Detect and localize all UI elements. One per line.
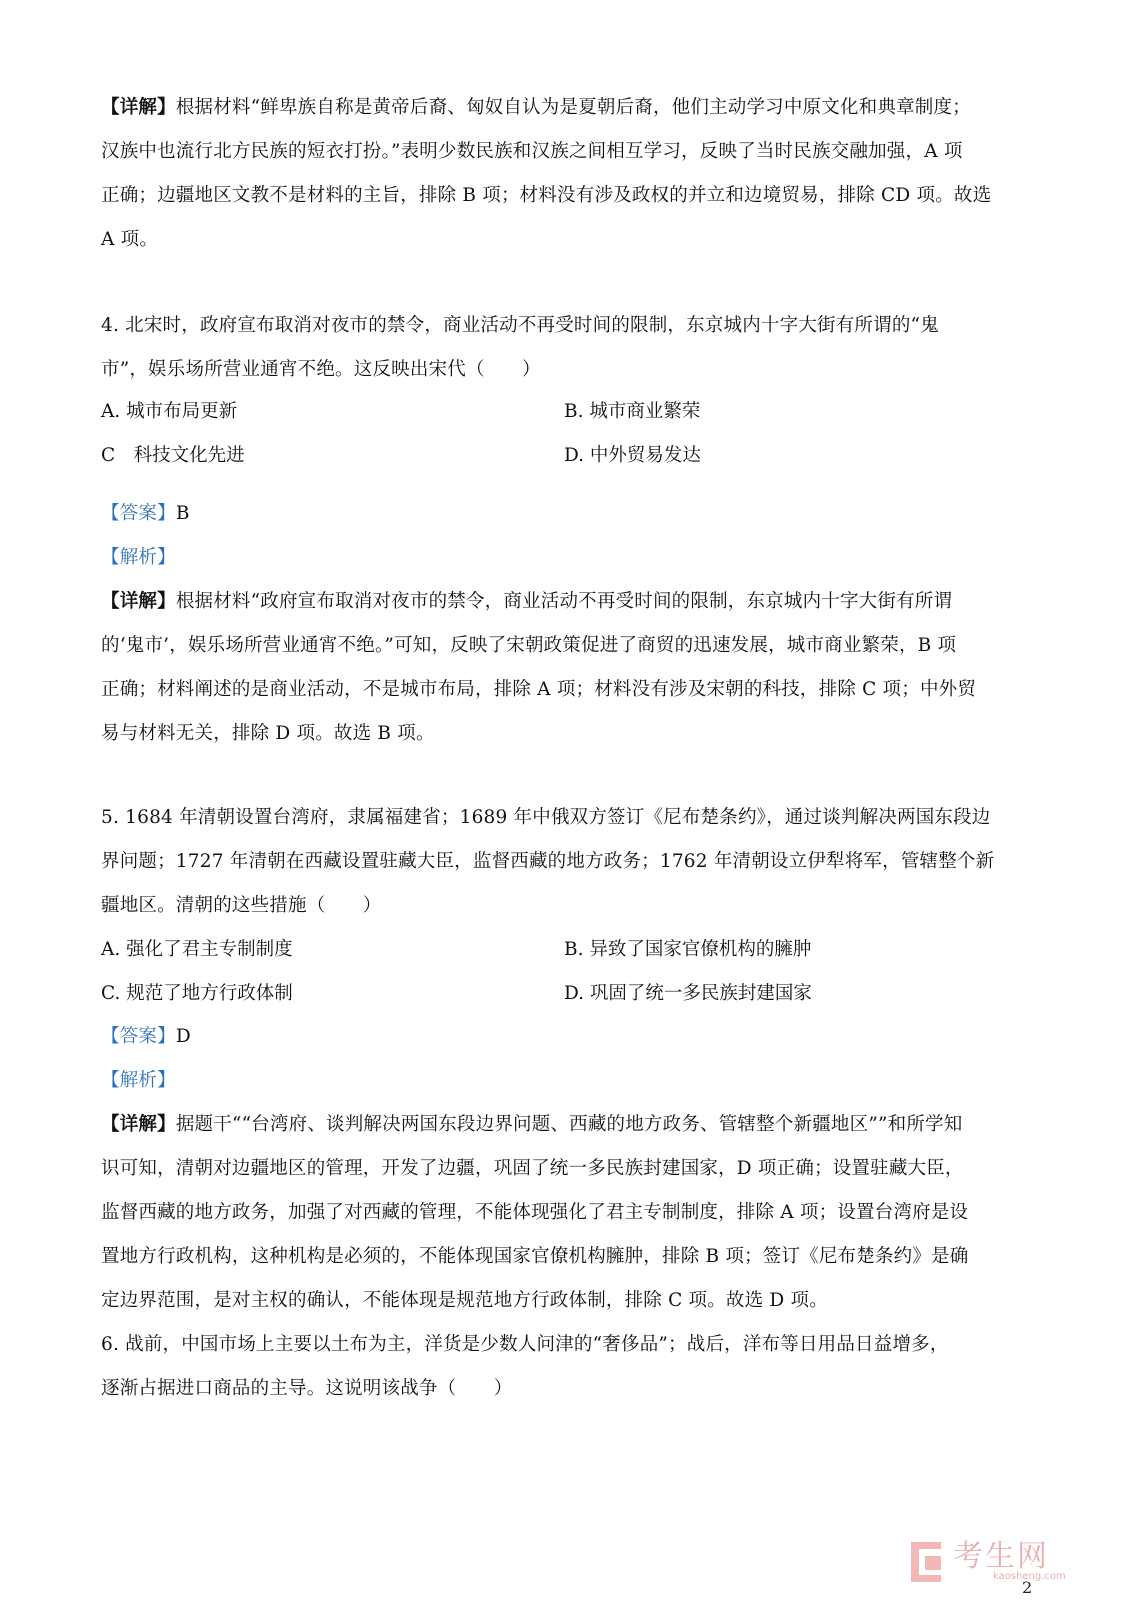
q4-explain-line-3: 正确；材料阐述的是商业活动，不是城市布局，排除 A 项；材料没有涉及宋朝的科技，排除 C 项；中外贸 — [101, 679, 977, 700]
q5-option-c: C. 规范了地方行政体制 — [101, 983, 293, 1004]
q5-answer-block — [101, 1015, 1031, 1323]
q4-stem — [101, 304, 1031, 392]
answer-tag: 【答案】 — [101, 1026, 176, 1047]
q4-stem-line-1: 4. 北宋时，政府宣布取消对夜市的禁令，商业活动不再受时间的限制，东京城内十字大街有所谓的“鬼 — [101, 315, 939, 336]
q5-answer-value: D — [175, 1026, 191, 1047]
q6-stem — [101, 1323, 1031, 1411]
q4-analysis-heading: 【解析】 — [101, 547, 176, 568]
q5-explain-line-4: 置地方行政机构，这种机构是必须的，不能体现国家官僚机构臃肿，排除 B 项；签订《尼布楚条约》是确 — [101, 1246, 969, 1267]
q5-stem-line-3: 疆地区。清朝的这些措施（ ） — [101, 895, 382, 916]
q3-explain-line-4: A 项。 — [101, 229, 159, 250]
explain-tag: 【详解】 — [101, 1114, 176, 1135]
q5-stem-line-1: 5. 1684 年清朝设置台湾府，隶属福建省；1689 年中俄双方签订《尼布楚条约》，通过谈判解决两国东段边 — [101, 807, 991, 828]
q5-stem-line-2: 界问题；1727 年清朝在西藏设置驻藏大臣，监督西藏的地方政务；1762 年清朝设立伊犁将军，管辖整个新 — [101, 851, 995, 872]
q4-answer-value: B — [175, 503, 190, 524]
watermark-logo-icon — [911, 1542, 947, 1582]
q4-stem-line-2: 市”，娱乐场所营业通宵不绝。这反映出宋代（ ） — [101, 359, 541, 380]
q4-option-c: C 科技文化先进 — [101, 445, 245, 466]
q6-stem-line-1: 6. 战前，中国市场上主要以土布为主，洋货是少数人问津的“奢侈品”；战后，洋布等日用品日益增多， — [101, 1334, 949, 1355]
q5-explain-line-3: 监督西藏的地方政务，加强了对西藏的管理，不能体现强化了君主专制制度，排除 A 项；设置台湾府是设 — [101, 1202, 969, 1223]
q5-stem — [101, 796, 1031, 928]
q3-explain-line-1: 【详解】根据材料“鲜卑族自称是黄帝后裔、匈奴自认为是夏朝后裔，他们主动学习中原文化和典章制度； — [101, 97, 971, 118]
q5-option-d: D. 巩固了统一多民族封建国家 — [564, 983, 812, 1004]
q4-explain-line-4: 易与材料无关，排除 D 项。故选 B 项。 — [101, 723, 435, 744]
explain-tag: 【详解】 — [101, 591, 176, 612]
q5-explain-line-1: 【详解】据题干““台湾府、谈判解决两国东段边界问题、西藏的地方政务、管辖整个新疆地区””和所学知 — [101, 1114, 963, 1135]
explain-tag: 【详解】 — [101, 97, 176, 118]
q4-answer — [101, 492, 1031, 536]
q5-options — [101, 928, 1031, 1016]
q4-option-d: D. 中外贸易发达 — [564, 445, 701, 466]
q5-option-a: A. 强化了君主专制制度 — [101, 939, 293, 960]
q4-option-b: B. 城市商业繁荣 — [564, 401, 701, 422]
q4-option-a: A. 城市布局更新 — [101, 401, 238, 422]
page-number: 2 — [1022, 1578, 1033, 1597]
q5-answer — [101, 1015, 1031, 1059]
q5-option-b: B. 异致了国家官僚机构的臃肿 — [564, 939, 812, 960]
q3-explanation — [101, 86, 1031, 262]
q3-explain-line-2: 汉族中也流行北方民族的短衣打扮。”表明少数民族和汉族之间相互学习，反映了当时民族交融加强，A 项 — [101, 141, 963, 162]
watermark-url: kaosheng.com — [993, 1571, 1066, 1582]
q5-explain-line-2: 识可知，清朝对边疆地区的管理，开发了边疆，巩固了统一多民族封建国家，D 项正确；设置驻藏大臣， — [101, 1158, 964, 1179]
q5-explain-line-5: 定边界范围，是对主权的确认，不能体现是规范地方行政体制，排除 C 项。故选 D 项。 — [101, 1290, 828, 1311]
watermark — [911, 1540, 1091, 1584]
q4-explain-line-1: 【详解】根据材料“政府宣布取消对夜市的禁令，商业活动不再受时间的限制，东京城内十字大街有所谓 — [101, 591, 953, 612]
q5-analysis-heading: 【解析】 — [101, 1070, 176, 1091]
q4-options — [101, 390, 1031, 478]
q6-stem-line-2: 逐渐占据进口商品的主导。这说明该战争（ ） — [101, 1378, 513, 1399]
watermark-title: 考生网 — [953, 1539, 1049, 1574]
q4-answer-block — [101, 492, 1031, 756]
q3-explain-line-3: 正确；边疆地区文教不是材料的主旨，排除 B 项；材料没有涉及政权的并立和边境贸易，排除 CD 项。故选 — [101, 185, 992, 206]
q4-explain-line-2: 的‘鬼市’，娱乐场所营业通宵不绝。”可知，反映了宋朝政策促进了商贸的迅速发展，城市商业繁荣，B 项 — [101, 635, 957, 656]
answer-tag: 【答案】 — [101, 503, 176, 524]
